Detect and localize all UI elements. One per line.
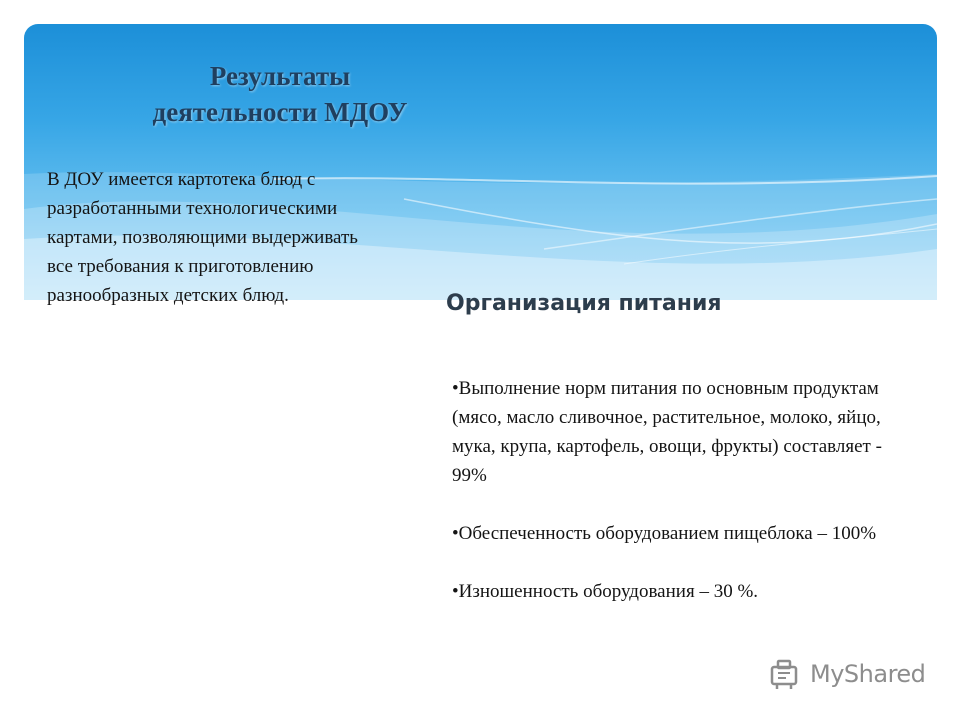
bullet-item-nutrition-norms: • Выполнение норм питания по основным продуктам (мясо, масло сливочное, растительное, молоко, яйцо, мука, крупа, картофель, овощи, фрукты) составляет - 99% bbox=[452, 374, 892, 490]
left-description: В ДОУ имеется картотека блюд с разработанными технологическими картами, позволяющими выдерживать все требования к приготовлению разнообразных детских блюд. bbox=[47, 169, 358, 306]
watermark-text: MyShared bbox=[810, 660, 926, 688]
bullet-item-equipment-supply: • Обеспеченность оборудованием пищеблока – 100% bbox=[452, 519, 892, 548]
slide-title bbox=[100, 58, 460, 130]
watermark bbox=[768, 654, 925, 694]
myshared-logo-icon bbox=[768, 657, 802, 691]
section-heading: Организация питания bbox=[446, 291, 722, 316]
slide-title-line-1: Результаты bbox=[209, 61, 351, 91]
bullet-list bbox=[452, 374, 892, 606]
bullet-item-equipment-wear: • Изношенность оборудования – 30 %. bbox=[452, 577, 892, 606]
slide-title-line-2: деятельности МДОУ bbox=[152, 97, 408, 127]
